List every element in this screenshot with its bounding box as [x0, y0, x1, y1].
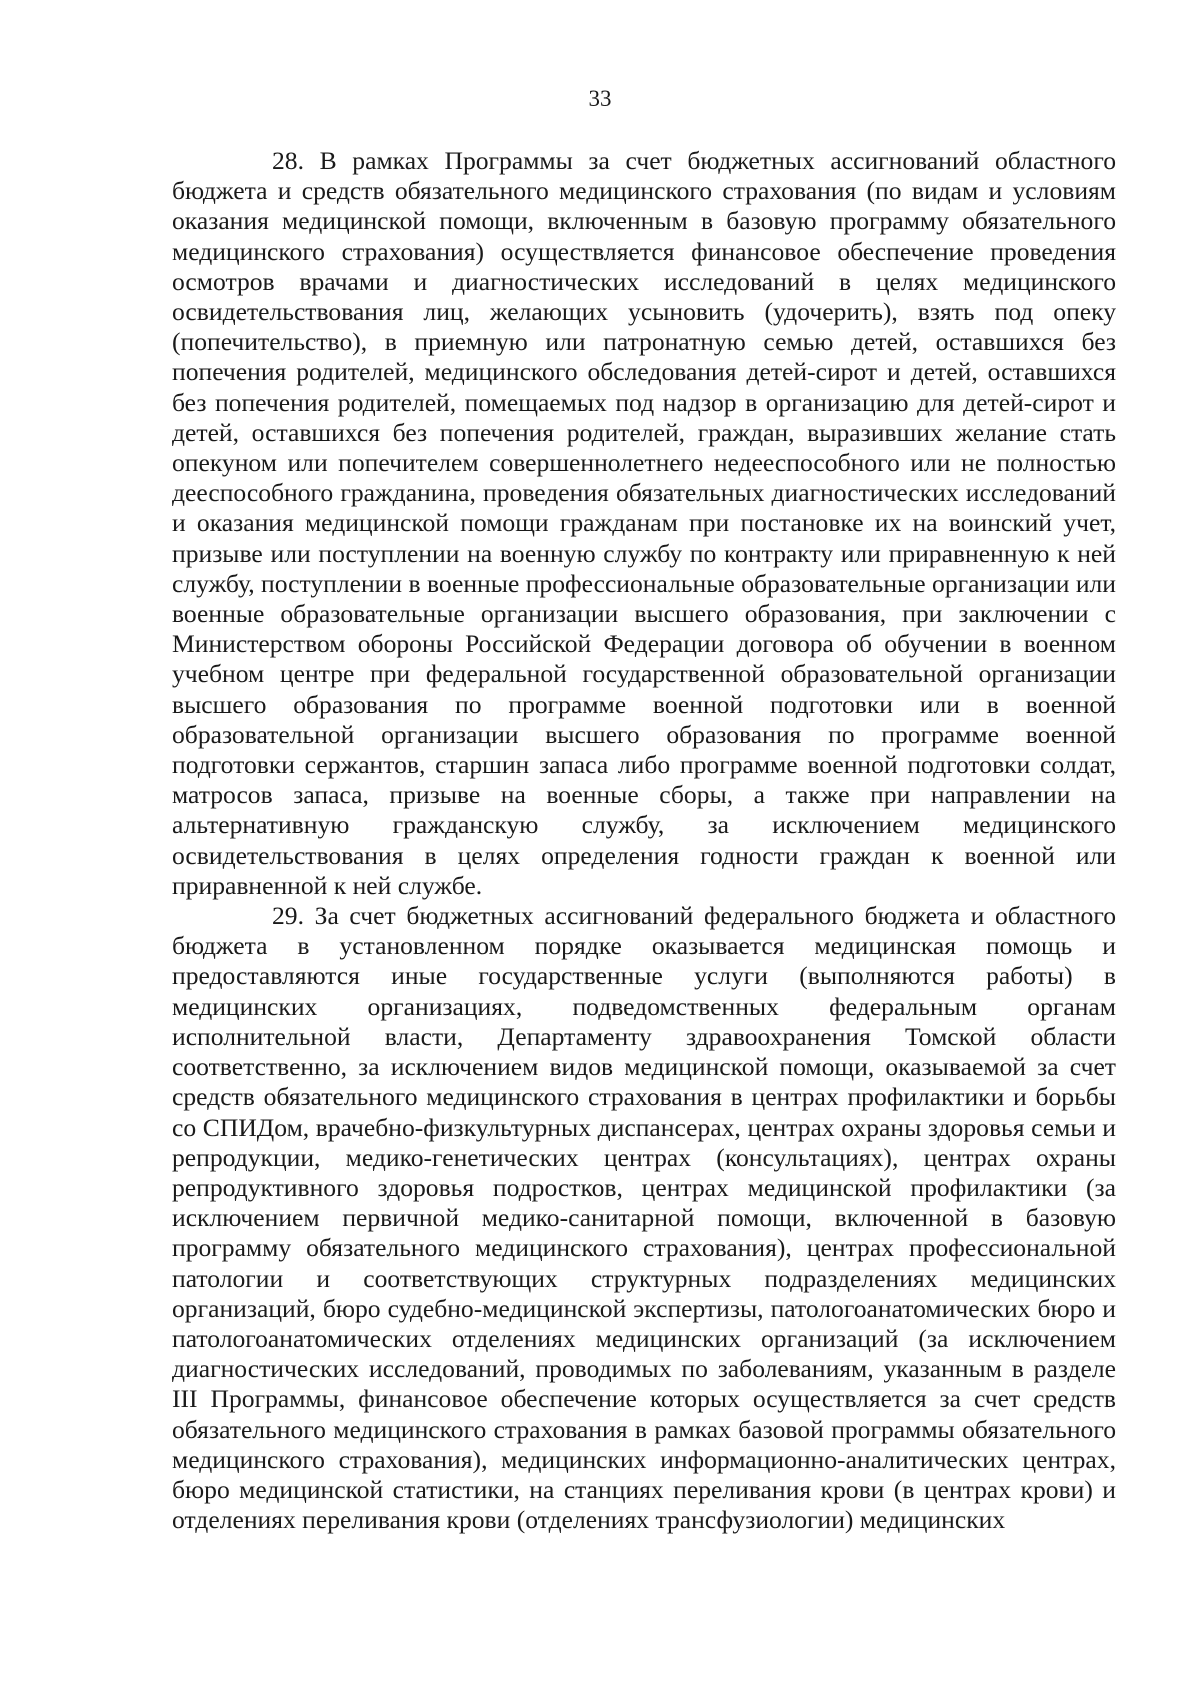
page-number: 33	[588, 86, 612, 111]
paragraph-28: 28. В рамках Программы за счет бюджетных ассигнований областного бюджета и средств обязательного медицинского страхования (по видам и условиям оказания медицинской помощи, включенным в базовую программу обязательного медицинского страхования) осуществляется финансовое обеспечение проведения осмотров врачами и диагностических исследований в целях медицинского освидетельствования лиц, желающих усыновить (удочерить), взять под опеку (попечительство), в приемную или патронатную семью детей, оставшихся без попечения родителей, медицинского обследования детей-сирот и детей, оставшихся без попечения родителей, помещаемых под надзор в организацию для детей-сирот и детей, оставшихся без попечения родителей, граждан, выразивших желание стать опекуном или попечителем совершеннолетнего недееспособного или не полностью дееспособного гражданина, проведения обязательных диагностических исследований и оказания медицинской помощи гражданам при постановке их на воинский учет, призыве или поступлении на военную службу по контракту или приравненную к ней службу, поступлении в военные профессиональные образовательные организации или военные образовательные организации высшего образования, при заключении с Министерством обороны Российской Федерации договора об обучении в военном учебном центре при федеральной государственной образовательной организации высшего образования по программе военной подготовки или в военной образовательной организации высшего образования по программе военной подготовки сержантов, старшин запаса либо программе военной подготовки солдат, матросов запаса, призыве на военные сборы, а также при направлении на альтернативную гражданскую службу, за исключением медицинского освидетельствования в целях определения годности граждан к военной или приравненной к ней службе.	[172, 146, 1116, 900]
paragraph-29: 29. За счет бюджетных ассигнований федерального бюджета и областного бюджета в установленном порядке оказывается медицинская помощь и предоставляются иные государственные услуги (выполняются работы) в медицинских организациях, подведомственных федеральным органам исполнительной власти, Департаменту здравоохранения Томской области соответственно, за исключением видов медицинской помощи, оказываемой за счет средств обязательного медицинского страхования в центрах профилактики и борьбы со СПИДом, врачебно-физкультурных диспансерах, центрах охраны здоровья семьи и репродукции, медико-генетических центрах (консультациях), центрах охраны репродуктивного здоровья подростков, центрах медицинской профилактики (за исключением первичной медико-санитарной помощи, включенной в базовую программу обязательного медицинского страхования), центрах профессиональной патологии и соответствующих структурных подразделениях медицинских организаций, бюро судебно-медицинской экспертизы, патологоанатомических бюро и патологоанатомических отделениях медицинских организаций (за исключением диагностических исследований, проводимых по заболеваниям, указанным в разделе III Программы, финансовое обеспечение которых осуществляется за счет средств обязательного медицинского страхования в рамках базовой программы обязательного медицинского страхования), медицинских информационно-аналитических центрах, бюро медицинской статистики, на станциях переливания крови (в центрах крови) и отделениях переливания крови (отделениях трансфузиологии) медицинских	[172, 901, 1116, 1535]
document-body	[172, 146, 1116, 1535]
